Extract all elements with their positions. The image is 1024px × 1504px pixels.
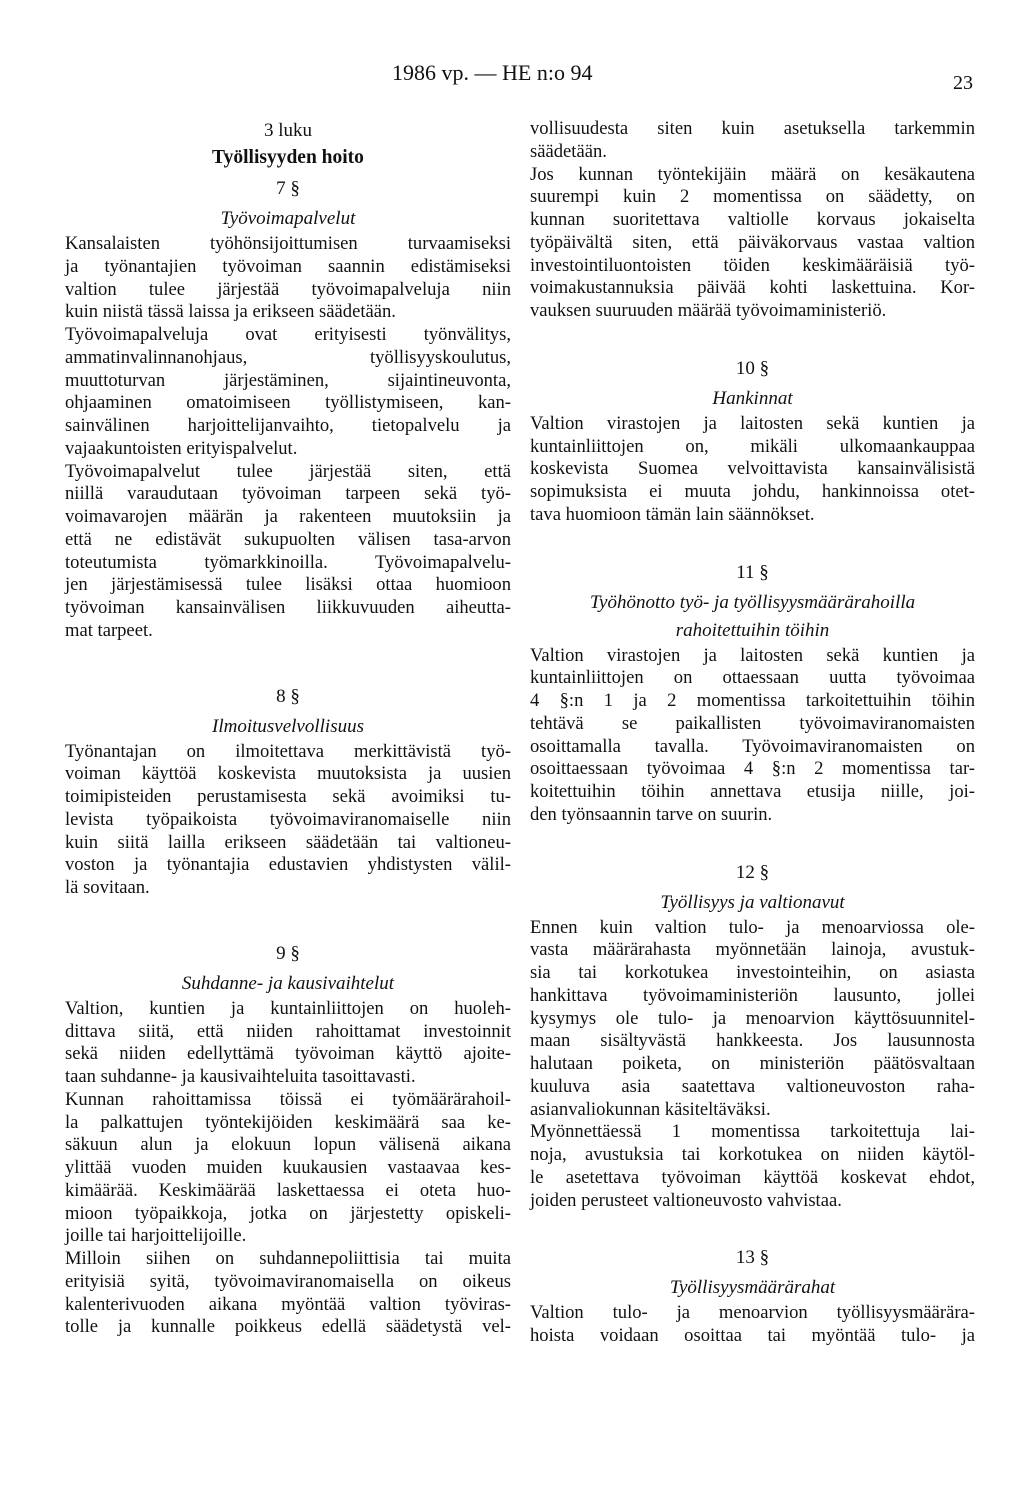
text-line: Työvoimapalvelut tulee järjestää siten, että: [65, 460, 511, 482]
text-line: tehtävä se paikallisten työvoimaviranomaisten: [530, 712, 975, 734]
text-line: vollisuudesta siten kuin asetuksella tarkemmin: [530, 118, 975, 139]
text-line: joille tai harjoittelijoille.: [65, 1225, 247, 1247]
text-line: Valtion virastojen ja laitosten sekä kuntien ja: [530, 412, 975, 434]
text-line: noja, avustuksia tai korkotukea on niiden käytöl-: [530, 1144, 975, 1165]
text-line: tava huomioon tämän lain säännökset.: [530, 503, 815, 525]
page-number: 23: [953, 72, 973, 94]
section-9-body: [65, 998, 511, 1339]
section-12-number: 12 §: [735, 861, 770, 883]
text-line: Myönnettäessä 1 momentissa tarkoitettuja lai-: [530, 1121, 975, 1143]
text-line: ja työnantajien työvoiman saannin edistämiseksi: [65, 255, 511, 277]
text-line: Jos kunnan työntekijäin määrä on kesäkautena: [530, 163, 975, 185]
section-7-number: 7 §: [276, 178, 300, 199]
text-line: kuin niistä tässä laissa ja erikseen säädetään.: [65, 301, 396, 323]
text-line: sopimuksista ei muuta johdu, hankinnoissa otet-: [530, 481, 975, 502]
text-line: osoittaessaan työvoimaa 4 §:n 2 momentissa tar-: [530, 758, 975, 780]
text-line: le asetettava työvoiman käyttöä koskevat ehdot,: [530, 1166, 975, 1188]
chapter-title: Työllisyyden hoito: [212, 147, 364, 168]
section-12-title: Työllisyys ja valtionavut: [660, 891, 845, 913]
text-line: mioon työpaikkoja, jotka on järjestetty opiskeli-: [65, 1202, 511, 1224]
text-line: ylittää vuoden muiden kuukausien vastaavaa kes-: [65, 1157, 511, 1178]
text-line: voiman käyttöä koskevista muutoksista ja uusien: [65, 763, 511, 785]
text-line: vasta määrärahasta myönnetään lainoja, avustuk-: [530, 939, 975, 961]
text-line: kuuluva asia saatettava valtioneuvoston raha-: [530, 1075, 975, 1097]
text-line: Valtion tulo- ja menoarvion työllisyysmäärära-: [530, 1302, 975, 1324]
text-line: Valtion virastojen ja laitosten sekä kuntien ja: [530, 644, 975, 666]
section-7-body: [65, 233, 511, 643]
text-line: vauksen suuruuden määrää työvoimaministeriö.: [530, 300, 887, 321]
text-line: asianvaliokunnan käsiteltäväksi.: [530, 1098, 771, 1120]
text-line: suurempi kuin 2 momentissa on säädetty, on: [530, 186, 975, 208]
page-header: [0, 60, 1024, 96]
text-line: taan suhdanne- ja kausivaihteluita tasoittavasti.: [65, 1066, 416, 1087]
section-9-title: Suhdanne- ja kausivaihtelut: [181, 972, 395, 994]
text-line: Kunnan rahoittamissa töissä ei työmäärärahoil-: [65, 1088, 511, 1110]
text-line: hoista voidaan osoittaa tai myöntää tulo- ja: [530, 1325, 975, 1346]
section-8-title: Ilmoitusvelvollisuus: [212, 715, 364, 737]
text-line: Kansalaisten työhönsijoittumisen turvaamiseksi: [65, 233, 511, 254]
section-10-body: [530, 413, 975, 527]
text-line: toimipisteiden perustamisesta sekä avoimiksi tu-: [65, 786, 511, 807]
text-line: voimakustannuksia päivää kohti laskettuina. Kor-: [530, 277, 975, 299]
text-line: den työnsaannin tarve on suurin.: [530, 803, 773, 825]
section-10-number: 10 §: [735, 357, 770, 379]
text-line: hankittava työvoimaministeriön lausunto, jollei: [530, 984, 975, 1006]
section-11-body: [530, 645, 975, 827]
section-11-title-line-1: Työhönotto työ- ja työllisyysmäärärahoilla: [589, 591, 916, 613]
text-line: Valtion, kuntien ja kuntainliittojen on huoleh-: [65, 997, 511, 1019]
text-line: voimavarojen määrän ja rakenteen muutoksiin ja: [65, 506, 511, 527]
text-line: sia tai korkotukea investointeihin, on asiasta: [530, 962, 975, 983]
text-line: ammatinvalinnanohjaus, työllisyyskoulutus,: [65, 346, 511, 368]
text-line: halutaan poiketa, on ministeriön päätösvaltaan: [530, 1053, 975, 1074]
text-line: sainvälinen harjoittelijanvaihto, tietopalvelu ja: [65, 415, 511, 436]
text-line: Milloin siihen on suhdannepoliittisia tai muita: [65, 1248, 511, 1269]
text-line: koitettuihin töihin annettava etusija niille, joi-: [530, 781, 975, 802]
section-7-title: Työvoimapalvelut: [220, 208, 356, 229]
text-line: mat tarpeet.: [65, 619, 153, 641]
section-13-title: Työllisyysmäärärahat: [669, 1277, 836, 1299]
text-line: kunnan suoritettava valtiolle korvaus jokaiselta: [530, 209, 975, 230]
section-9-number: 9 §: [276, 942, 300, 964]
text-line: säädetään.: [530, 140, 607, 162]
text-line: Työvoimapalveluja ovat erityisesti työnvälitys,: [65, 324, 511, 345]
text-line: työpäivältä siten, että päiväkorvaus vastaa valtion: [530, 231, 975, 253]
text-line: voston ja työnantajia edustavien yhdistysten välil-: [65, 854, 511, 876]
text-line: valtion tulee järjestää työvoimapalveluja niin: [65, 278, 511, 300]
text-line: la palkattujen työntekijöiden keskimäärä saa ke-: [65, 1111, 511, 1133]
section-13-number: 13 §: [735, 1247, 770, 1269]
text-line: toteutumista työmarkkinoilla. Työvoimapalvelu-: [65, 551, 511, 573]
section-8-body: [65, 741, 511, 900]
text-line: ohjaaminen omatoimiseen työllistymiseen, kan-: [65, 392, 511, 414]
section-11-title-line-2: rahoitettuihin töihin: [675, 619, 830, 641]
text-line: kalenterivuoden aikana myöntää valtion työviras-: [65, 1293, 511, 1315]
chapter-number: 3 luku: [263, 120, 313, 141]
text-line: erityisiä syitä, työvoimaviranomaisella on oikeus: [65, 1270, 511, 1292]
text-line: kimäärää. Keskimäärää laskettaessa ei oteta huo-: [65, 1179, 511, 1201]
section-8-number: 8 §: [276, 685, 300, 707]
text-line: lä sovitaan.: [65, 877, 150, 898]
section-11-number: 11 §: [736, 561, 769, 583]
text-line: jen järjestämisessä tulee lisäksi ottaa huomioon: [65, 574, 511, 596]
text-line: osoittamalla tavalla. Työvoimaviranomaisten on: [530, 735, 975, 757]
text-line: muuttoturvan järjestäminen, sijaintineuvonta,: [65, 369, 511, 391]
text-line: kuntainliittojen on, mikäli ulkomaankauppaa: [530, 435, 975, 457]
text-line: koskevista Suomea velvoittavista kansainvälisistä: [530, 458, 975, 480]
text-line: levista työpaikoista työvoimaviranomaiselle niin: [65, 808, 511, 830]
running-head: 1986 vp. — HE n:o 94: [392, 60, 593, 85]
text-line: 4 §:n 1 ja 2 momentissa tarkoitettuihin töihin: [530, 690, 975, 711]
text-line: joiden perusteet valtioneuvosto vahvistaa.: [530, 1189, 842, 1211]
section-12-body: [530, 917, 975, 1213]
text-line: tolle ja kunnalle poikkeus edellä säädetystä vel-: [65, 1316, 511, 1338]
text-line: että ne edistävät sukupuolten välisen tasa-arvon: [65, 528, 511, 550]
text-line: maan sisältyvästä hankkeesta. Jos lausunnosta: [530, 1030, 975, 1052]
text-line: kysymys ole tulo- ja menoarvion käyttösuunnitel-: [530, 1007, 975, 1029]
left-column: [65, 118, 511, 1339]
text-line: sekä niiden edellyttämä työvoiman käyttö ajoite-: [65, 1043, 511, 1065]
text-line: kuntainliittojen on ottaessaan uutta työvoimaa: [530, 667, 975, 689]
text-line: työvoiman kansainvälisen liikkuvuuden aiheutta-: [65, 597, 511, 618]
text-line: säkuun alun ja elokuun lopun välisenä aikana: [65, 1134, 511, 1156]
text-line: niillä varaudutaan työvoiman tarpeen sekä työ-: [65, 483, 511, 505]
section-10-title: Hankinnat: [712, 387, 793, 409]
right-column: [530, 118, 975, 1348]
section-9-continuation: [530, 118, 975, 323]
text-line: vajaakuntoisten erityispalvelut.: [65, 437, 298, 459]
text-line: Työnantajan on ilmoitettava merkittävistä työ-: [65, 740, 511, 762]
text-line: Ennen kuin valtion tulo- ja menoarviossa ole-: [530, 916, 975, 938]
text-line: investointiluontoisten töiden keskimääräisiä työ-: [530, 254, 975, 276]
text-line: dittava siitä, että niiden rahoittamat investoinnit: [65, 1020, 511, 1042]
text-line: kuin siitä lailla erikseen säädetään tai valtioneu-: [65, 831, 511, 853]
section-13-body: [530, 1302, 975, 1348]
